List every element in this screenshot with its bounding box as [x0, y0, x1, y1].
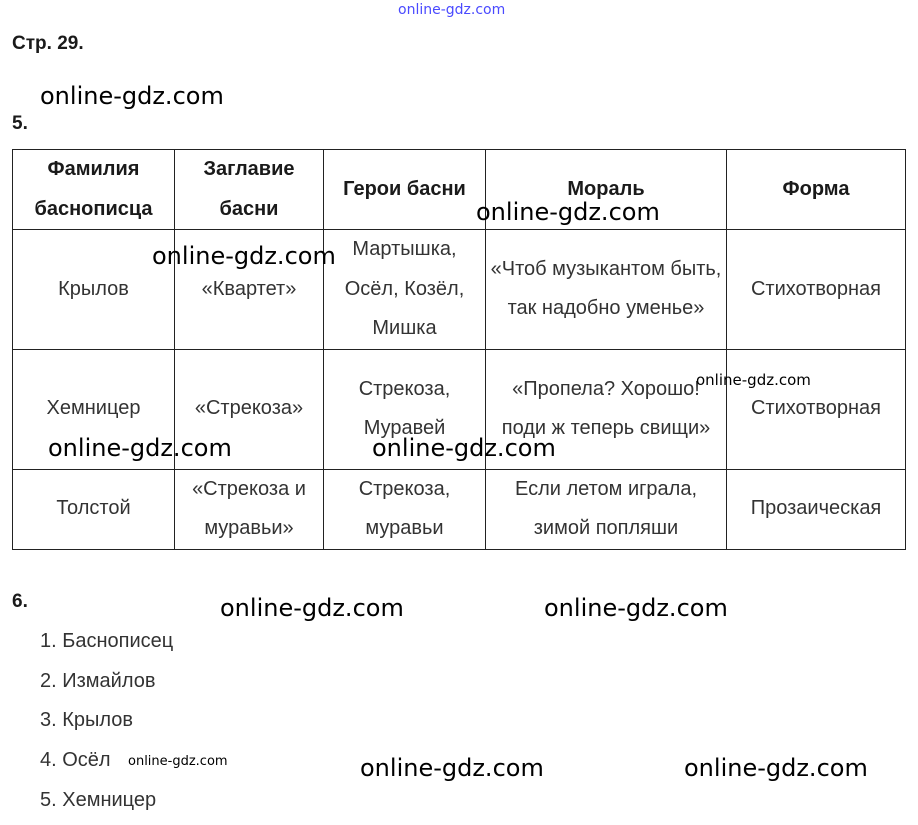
- watermark: online-gdz.com: [40, 82, 224, 110]
- watermark: online-gdz.com: [696, 371, 811, 389]
- watermark: online-gdz.com: [48, 434, 232, 462]
- header-title: Заглавие басни: [175, 150, 324, 230]
- header-form: Форма: [727, 150, 906, 230]
- header-moral: Мораль: [486, 150, 727, 230]
- cell-form: Прозаическая: [727, 469, 906, 549]
- fables-table: [12, 149, 906, 550]
- answers-list: [40, 622, 173, 820]
- header-heroes: Герои басни: [324, 150, 486, 230]
- cell-form: Стихотворная: [727, 349, 906, 469]
- table-row: [13, 469, 906, 549]
- task-5-number: 5.: [12, 113, 28, 134]
- watermark: online-gdz.com: [544, 594, 728, 622]
- cell-title: «Стрекоза»: [175, 349, 324, 469]
- cell-moral: Если летом играла, зимой попляши: [486, 469, 727, 549]
- list-item: 4. Осёл: [40, 749, 111, 772]
- cell-moral: «Чтоб музыкантом быть, так надобно уменье»: [486, 230, 727, 350]
- cell-author: Крылов: [13, 230, 175, 350]
- watermark: online-gdz.com: [476, 198, 660, 226]
- list-item: 2. Измайлов: [40, 669, 156, 692]
- watermark: online-gdz.com: [684, 754, 868, 782]
- watermark-top: online-gdz.com: [398, 2, 506, 18]
- cell-heroes: Стрекоза, Муравей: [324, 349, 486, 469]
- page-label: Стр. 29.: [12, 33, 84, 54]
- cell-moral: «Пропела? Хорошо! поди ж теперь свищи»: [486, 349, 727, 469]
- task-6-number: 6.: [12, 591, 28, 612]
- watermark: online-gdz.com: [360, 754, 544, 782]
- cell-author: Толстой: [13, 469, 175, 549]
- cell-heroes: Мартышка, Осёл, Козёл, Мишка: [324, 230, 486, 350]
- watermark: online-gdz.com: [220, 594, 404, 622]
- header-author: Фамилия баснописца: [13, 150, 175, 230]
- list-item: 1. Баснописец: [40, 630, 174, 652]
- list-item: 3. Крылов: [40, 709, 134, 732]
- cell-form: Стихотворная: [727, 230, 906, 350]
- cell-title: «Стрекоза и муравьи»: [175, 469, 324, 549]
- watermark: online-gdz.com: [152, 242, 336, 270]
- watermark: online-gdz.com: [372, 434, 556, 462]
- cell-author: Хемницер: [13, 349, 175, 469]
- table-row: [13, 230, 906, 350]
- list-item: 5. Хемницер: [40, 788, 157, 811]
- watermark: online-gdz.com: [128, 754, 228, 769]
- table-header-row: [13, 150, 906, 230]
- cell-heroes: Стрекоза, муравьи: [324, 469, 486, 549]
- cell-title: «Квартет»: [175, 230, 324, 350]
